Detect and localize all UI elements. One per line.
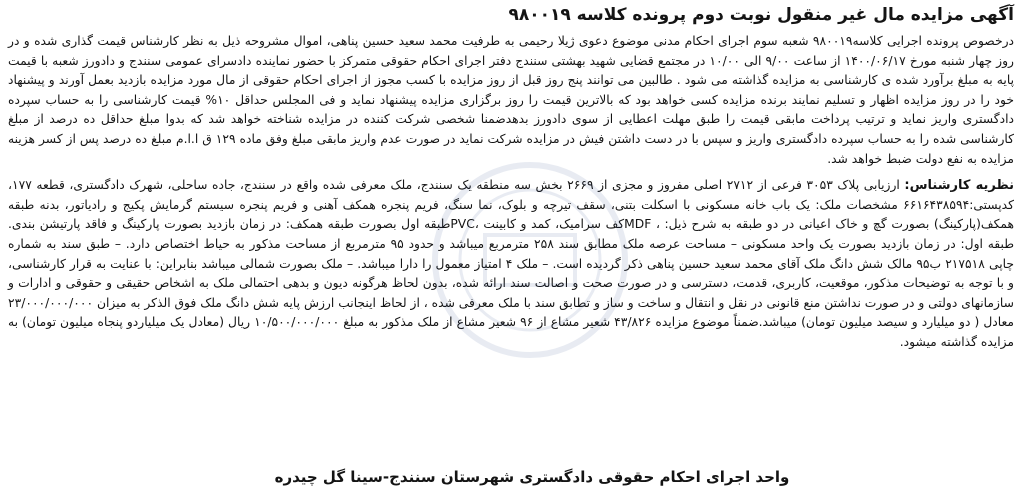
issuing-office-signature: واحد اجرای احکام حقوقی دادگستری شهرستان سنندج-سینا گل چیدره: [274, 468, 790, 486]
notice-title: آگهی مزایده مال غیر منقول نوبت دوم پرونده کلاسه ۹۸۰۰۱۹: [508, 5, 1014, 25]
expert-opinion-paragraph: [8, 176, 1014, 352]
expert-opinion-heading: نظریه کارشناس:: [904, 178, 1014, 194]
auction-terms-paragraph: درخصوص پرونده اجرایی کلاسه۹۸۰۰۱۹ شعبه سوم اجرای احکام مدنی موضوع دعوی ژیلا رحیمی به طرفیت محمد سعید حسین پناهی، اموال مشروحه ذیل به نظر کارشناس قیمت گذاری شده و در روز چهار شنبه مورخ ۱۴۰۰/۰۶/۱۷ از ساعت ۹/۰۰ الی ۱۰/۰۰ در مجتمع قضایی شهید بهشتی سنندج دفتر اجرای احکام حقوقی متمرکز با حضور نماینده دادسرای عمومی سنندج و دادورز شعبه با قیمت پایه به مبلغ برآورد شده ی کارشناسی به مزایده گذاشته می شود . طالبین می توانند پنج روز قبل از روز مزایده با کسب مجوز از اجرای احکام حقوقی از مال مورد مزایده بازدید بعمل آورند و پیشنهاد خود را در روز مزایده اظهار و تسلیم نمایند برنده مزایده کسی خواهد بود که بالاترین قیمت را روز برگزاری مزایده پیشنهاد نماید و فی المجلس حداقل ۱۰% قیمت کارشناسی را به حساب سپرده دادگستری واریز نماید و ترتیب پرداخت مابقی قیمت را طبق مهلت اعطایی از سوی دادورز بدهدضمنا شخصی شرکت کننده در مزایده شناخته خواهد شد که بدوا مبلغ حداقل ده درصد از مبلغ کارشناسی شده را به حساب سپرده دادگستری واریز و سپس با در دست داشتن فیش در مزایده شرکت نماید در صورت عدم واریز مابقی مبلغ وفق ماده ۱۲۹ ق ا.ا.م مبلغ ده درصد پس از کسر هزینه مزایده به نفع دولت ضبط خواهد شد.: [8, 34, 1015, 166]
expert-opinion-body: ارزیابی پلاک ۳۰۵۳ فرعی از ۲۷۱۲ اصلی مفروز و مجزی از ۲۶۶۹ بخش سه منطقه یک سنندج، ملک معرفی شده واقع در سنندج، جاده ساحلی، شهرک دادگستری، قطعه ۱۷۷، کدپستی:۶۶۱۶۴۳۸۵۹۴ مشخصات ملک: یک باب خانه مسکونی با اسکلت بتنی، سقف تیرچه و بلوک، نما سنگ، فریم پنجره همکف آهنی و فریم پنجره سیستم گرمایش پکیج و رادیاتور، بدنه طبقه همکف(پارکینگ) بصورت گچ و خاک اعیانی در دو طبقه به شرح ذیل: ، MDFکف سرامیک، کمد و کابینت ،PVCطبقه اول بصورت طبقه همکف: در زمان بازدید بصورت پارکینگ و فاقد پارتیشن بندی. طبقه اول: در زمان بازدید بصورت یک واحد مسکونی – مساحت عرصه ملک مطابق سند ۲۵۸ مترمربع میباشد و حدود ۹۵ مترمربع از مساحت مذکور به حیاط اختصاص دارد. – طبق سند به شماره چاپی ۲۱۷۵۱۸ ب۹۵ مالک شش دانگ ملک آقای محمد سعید حسین پناهی ذکر گردیده است. – ملک ۴ امتیاز معمول را دارا میباشد. – ملک بصورت شمالی میباشد بنابراین: با عنایت به قرار کارشناسی، و با توجه به توضیحات مذکور، موقعیت، کاربری، قدمت، دسترسی و در صورت صحت و اصالت سند ارائه شده، بدون لحاظ هرگونه دیون و بدهی احتمالی ملک به اشخاص حقیقی و حقوقی و ادارات و سازمانهای دولتی و در صورت نداشتن منع قانونی در نقل و انتقال و ساخت و ساز و تطابق سند با ملک معرفی شده ، از لحاظ اینجانب ارزش پایه شش دانگ ملک فوق الذکر به میزان ۲۳/۰۰۰/۰۰۰/۰۰۰ معادل ( دو میلیارد و سیصد میلیون تومان) میباشد.ضمناً موضوع مزایده ۴۳/۸۲۶ شعیر مشاع از ۹۶ شعیر مشاع از ملک مذکور به مبلغ ۱۰/۵۰۰/۰۰۰/۰۰۰ ریال (معادل یک میلیاردو پنجاه میلیون تومان) به مزایده گذاشته میشود.: [7, 178, 1015, 349]
